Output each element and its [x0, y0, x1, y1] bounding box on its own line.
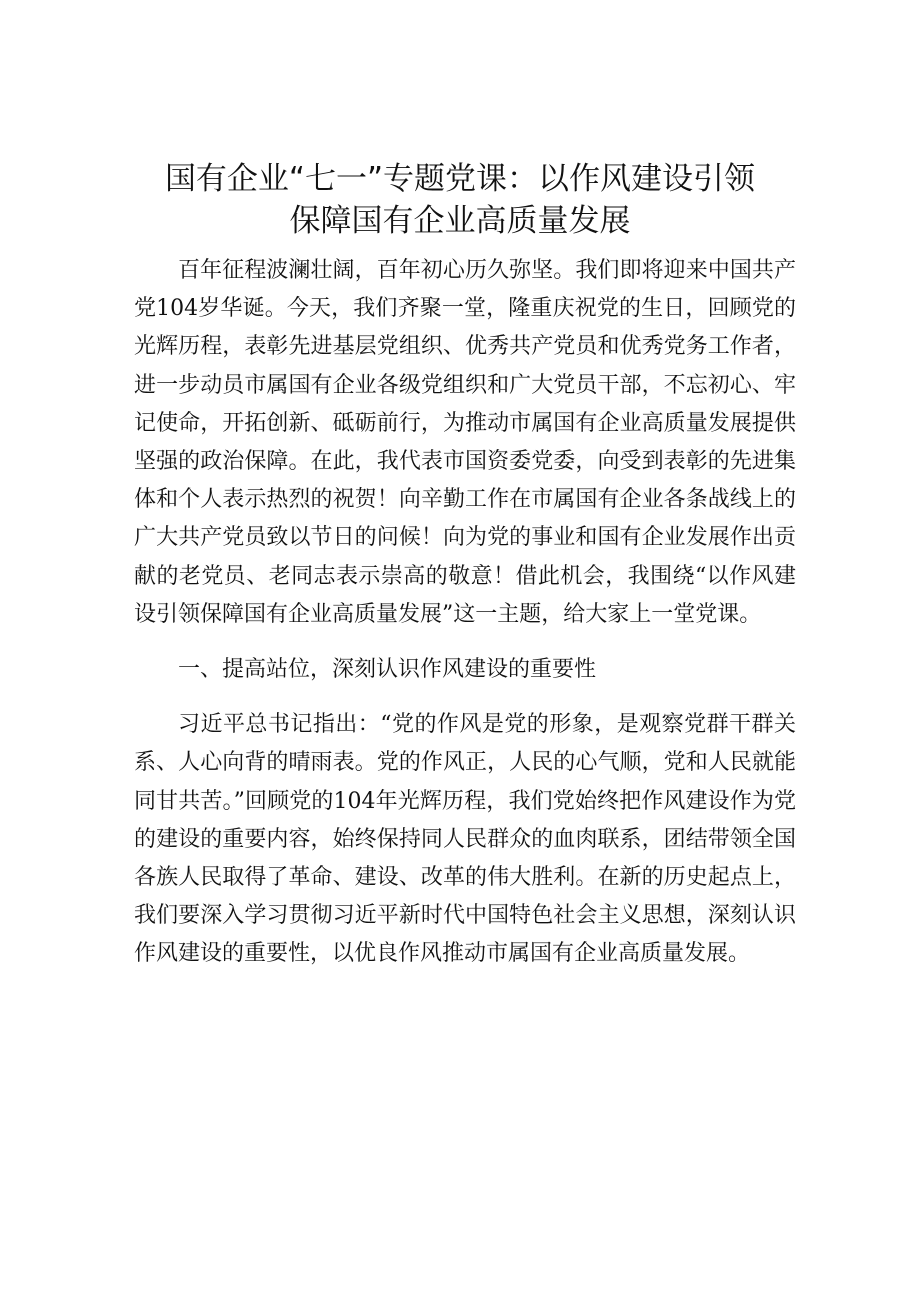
paragraph-section-1: 习近平总书记指出：“党的作风是党的形象，是观察党群干群关系、人心向背的晴雨表。党的作风正，人民的心气顺，党和人民就能同甘共苦。”回顾党的104年光辉历程，我们党始终把作风建设作为党的建设的重要内容，始终保持同人民群众的血肉联系，团结带领全国各族人民取得了革命、建设、改革的伟大胜利。在新的历史起点上，我们要深入学习贯彻习近平新时代中国特色社会主义思想，深刻认识作风建设的重要性，以优良作风推动市属国有企业高质量发展。 — [134, 712, 796, 967]
title-line-1: 国有企业“七一”专题党课：以作风建设引领 — [164, 161, 756, 197]
paragraph-intro: 百年征程波澜壮阔，百年初心历久弥坚。我们即将迎来中国共产党104岁华诞。今天，我们齐聚一堂，隆重庆祝党的生日，回顾党的光辉历程，表彰先进基层党组织、优秀共产党员和优秀党务工作者，进一步动员市属国有企业各级党组织和广大党员干部，不忘初心、牢记使命，开拓创新、砥砺前行，为推动市属国有企业高质量发展提供坚强的政治保障。在此，我代表市国资委党委，向受到表彰的先进集体和个人表示热烈的祝贺！向辛勤工作在市属国有企业各条战线上的广大共产党员致以节日的问候！向为党的事业和国有企业发展作出贡献的老党员、老同志表示崇高的敬意！借此机会，我围绕“以作风建设引领保障国有企业高质量发展”这一主题，给大家上一堂党课。 — [134, 258, 796, 627]
document-title — [120, 158, 800, 242]
document-body — [134, 252, 796, 974]
section-heading-1: 一、提高站位，深刻认识作风建设的重要性 — [178, 657, 597, 683]
title-line-2: 保障国有企业高质量发展 — [289, 203, 631, 239]
